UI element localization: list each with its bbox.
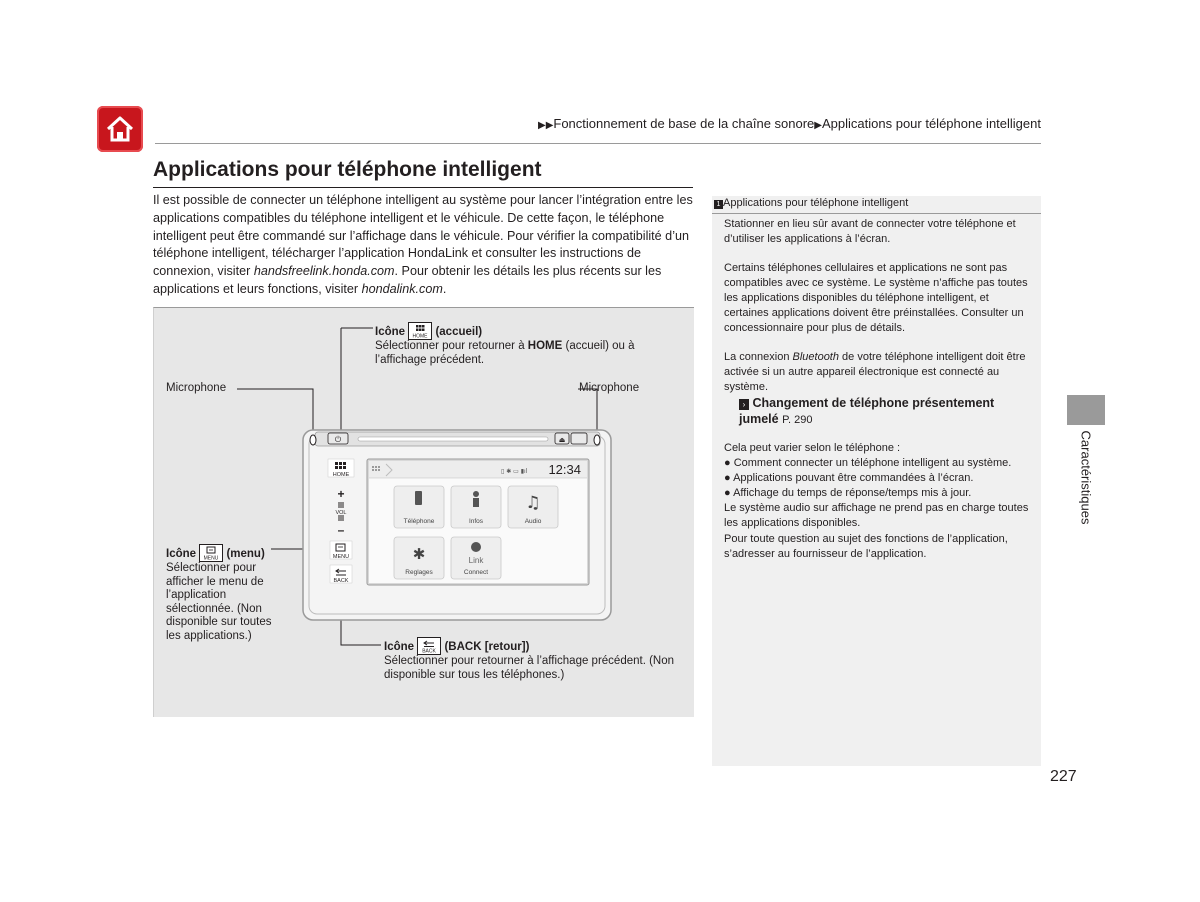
bluetooth-term: Bluetooth [792,351,839,363]
callout-desc: Sélectionner pour retourner à [375,340,528,352]
page-title: Applications pour téléphone intelligent [153,158,542,181]
app-label-connect[interactable]: Connect [463,569,489,576]
header-divider [155,143,1041,144]
section-tab-label: Caractéristiques [1078,430,1094,525]
list-item: ● Comment connecter un téléphone intelligent au système. [724,457,1012,469]
paragraph-text: Il est possible de connecter un téléphone intelligent au système pour lancer l’intégration entre les applications compatibles du téléphone intelligent et le véhicule. De cette façon, le téléphone intelligent peut être commandé sur l’affichage dans le véhicule. Pour vérifier la compatibilité d’un téléphone intelligent, télécharger l’application HondaLink et consulter les instructions de connexion, visiter [153,193,693,279]
menu-callout [166,544,284,644]
paragraph-text: . [442,281,447,296]
link-hondalink[interactable]: hondalink.com [361,281,443,296]
menu-icon [199,544,223,562]
svg-text:⏻: ⏻ [334,435,342,444]
volume-up-label: + [337,487,345,501]
sidebar-paragraph: Stationner en lieu sûr avant de connecter votre téléphone et d’utiliser les applications à l’écran. [724,218,1016,245]
home-key-label: HOME [332,472,350,478]
svg-text:BACK: BACK [422,648,437,654]
menu-key-label: MENU [332,554,350,560]
intro-paragraph [153,192,698,299]
back-key-label: BACK [333,578,349,584]
app-label-audio[interactable]: Audio [524,518,542,525]
section-tab[interactable] [1067,395,1105,425]
triangle-icon: ▶ [814,120,822,131]
callout-prefix: Icône [375,326,406,338]
svg-text:HOME: HOME [412,333,428,339]
back-icon [417,637,441,655]
cross-reference-page[interactable]: P. 290 [782,413,813,426]
list-item: ● Affichage du temps de réponse/temps mis à jour. [724,487,972,499]
callout-prefix: Icône [384,641,415,653]
title-divider [153,187,693,188]
volume-label: VOL [335,510,347,516]
double-triangle-icon: ▶▶ [538,120,554,131]
app-label-info[interactable]: Infos [468,518,484,525]
svg-text:⏏: ⏏ [558,436,566,444]
paragraph-text: . Pour obtenir les détails les plus récents sur les applications et leurs fonctions, visiter [153,264,662,296]
callout-suffix: (accueil) [435,326,483,338]
link-handsfreelink[interactable]: handsfreelink.honda.com [253,264,395,279]
note-icon: 1 [714,200,723,209]
svg-text:MENU: MENU [203,555,219,561]
home-icon [102,111,138,147]
microphone-left-label: Microphone [166,382,227,394]
bullet-list [724,456,1034,501]
svg-text:Link: Link [468,556,484,565]
callout-prefix: Icône [166,548,197,560]
volume-down-label: – [337,523,345,537]
sidebar-title-text: Applications pour téléphone intelligent [723,197,909,209]
page-number: 227 [1050,768,1077,785]
home-icon [408,322,432,340]
cross-reference[interactable] [739,396,1029,428]
svg-text:▯ ✱ ▭ ▮ıl: ▯ ✱ ▭ ▮ıl [501,468,528,475]
callout-suffix: (menu) [226,548,265,560]
screen-clock: 12:34 [548,462,581,477]
microphone-right-label: Microphone [579,382,640,394]
svg-text:♫: ♫ [525,493,541,513]
home-callout [375,322,675,367]
svg-text:✱: ✱ [412,545,426,563]
callout-desc: Sélectionner pour afficher le menu de l’application sélectionnée. (Non disponible sur toutes les applications.) [166,562,272,642]
app-label-settings[interactable]: Reglages [405,569,433,576]
sidebar-paragraph: Le système audio sur affichage ne prend pas en charge toutes les applications disponibles. [724,502,1029,529]
callout-suffix: (BACK [retour]) [444,641,530,653]
back-callout [384,637,684,682]
sidebar-paragraph: La connexion Bluetooth de votre téléphone intelligent doit être activée si un autre appareil électronique est connecté au système. [724,351,1026,393]
callout-desc: Sélectionner pour retourner à l’affichage précédent. (Non disponible sur tous les téléphones.) [384,655,675,681]
cross-reference-text[interactable]: Changement de téléphone présentement jumelé [739,396,995,426]
home-button[interactable] [97,106,143,152]
breadcrumb-item[interactable]: Applications pour téléphone intelligent [822,116,1041,131]
breadcrumb-item[interactable]: Fonctionnement de base de la chaîne sonore [553,116,815,131]
cross-reference-arrow-icon: › [739,399,749,410]
list-item: ● Applications pouvant être commandées à l’écran. [724,472,974,484]
breadcrumb [500,116,1041,131]
sidebar-paragraph: Pour toute question au sujet des fonctions de l’application, s’adresser au fournisseur de l’application. [724,533,1008,560]
app-label-phone[interactable]: Téléphone [403,518,435,525]
sidebar-paragraph: Certains téléphones cellulaires et applications ne sont pas compatibles avec ce système. Le système n’affiche pas toutes les applications disponibles du téléphone intelligent, et certaines applications doivent être préinstallées. Consulter un concessionnaire pour plus de détails. [724,262,1028,334]
callout-desc: (accueil) ou à l’affichage précédent. [375,340,635,366]
sidebar-title [714,197,908,209]
sidebar-paragraph: Cela peut varier selon le téléphone : [724,442,901,454]
callout-desc-bold: HOME [527,340,563,352]
